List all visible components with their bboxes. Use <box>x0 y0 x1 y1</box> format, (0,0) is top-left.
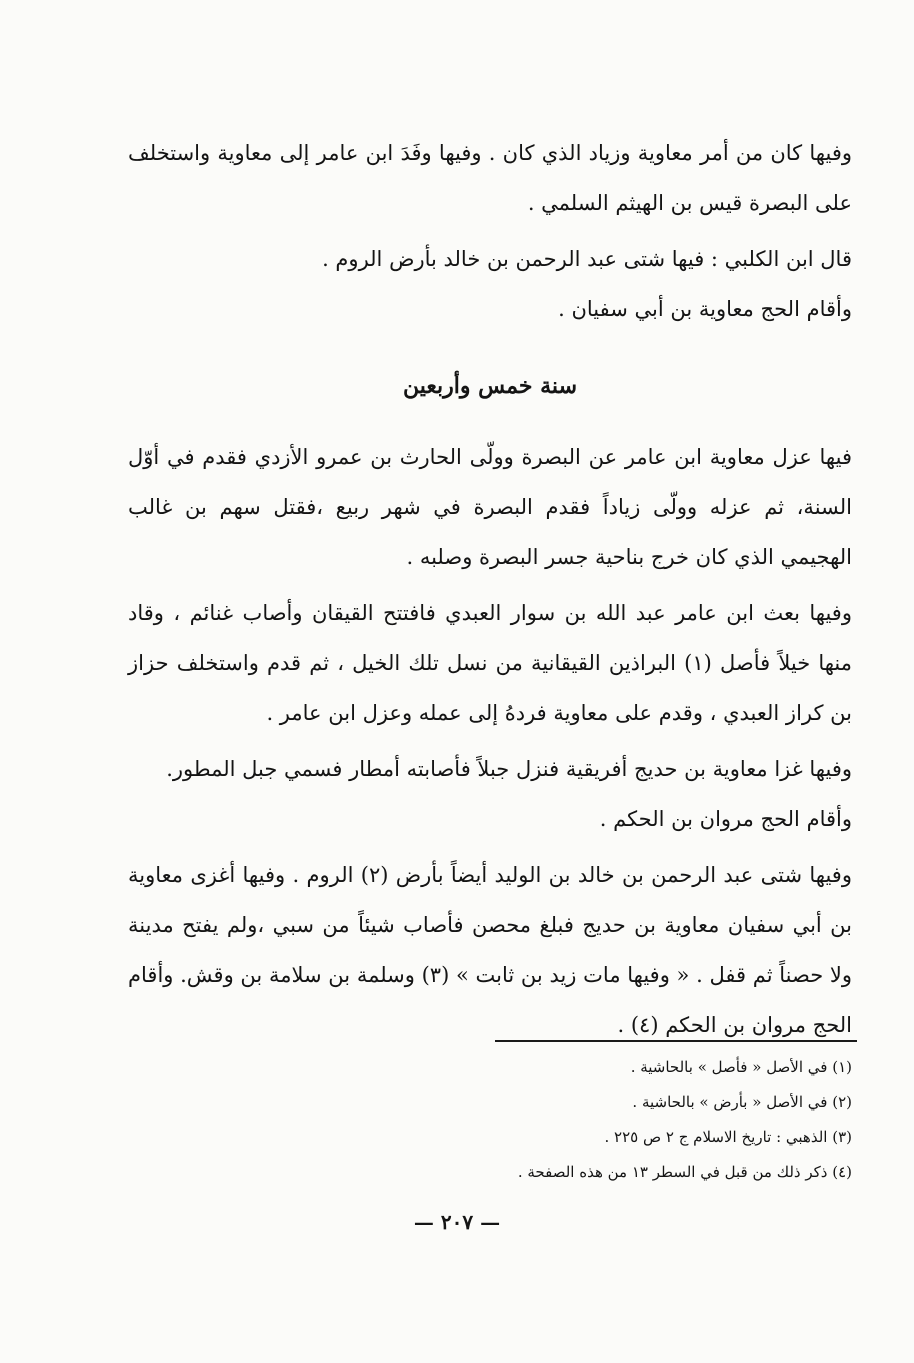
footnote-item: (٢) في الأصل « بأرض » بالحاشية . <box>632 1093 852 1111</box>
footnote-item: (٣) الذهبي : تاريخ الاسلام ج ٢ ص ٢٢٥ . <box>604 1128 852 1146</box>
main-section <box>128 432 852 1050</box>
line-kalbi-report: قال ابن الكلبي : فيها شتى عبد الرحمن بن خالد بأرض الروم . <box>322 247 852 271</box>
footnote-divider <box>495 1040 857 1042</box>
paragraph-qiqan-conquest: وفيها بعث ابن عامر عبد الله بن سوار العبدي فافتتح القيقان وأصاب غنائم ، وقاد منها خيلاً فأصل (١) البراذين القيقانية من نسل تلك الخيل ، ثم قدم واستخلف حزاز بن كراز العبدي ، وقدم على معاوية فردهُ إلى عمله وعزل ابن عامر . <box>128 601 852 725</box>
line-hajj-muawiya: وأقام الحج معاوية بن أبي سفيان . <box>558 297 852 321</box>
paragraph-basra-governor: فيها عزل معاوية ابن عامر عن البصرة وولّى الحارث بن عمرو الأزدي فقدم في أوّل السنة، ثم عزله وولّى زياداً فقدم البصرة في شهر ربيع ،فقتل سهم بن غالب الهجيمي الذي كان خرج بناحية جسر البصرة وصلبه . <box>128 445 852 569</box>
section-heading: سنة خمس وأربعين <box>402 373 578 399</box>
top-section <box>128 128 852 334</box>
footnote-item: (١) في الأصل « فأصل » بالحاشية . <box>630 1058 852 1076</box>
line-africa-campaign: وفيها غزا معاوية بن حديج أفريقية فنزل جبلاً فأصابته أمطار فسمي جبل المطور. <box>166 757 852 781</box>
paragraph-delegation: وفيها كان من أمر معاوية وزياد الذي كان . وفيها وفَدَ ابن عامر إلى معاوية واستخلف على البصرة قيس بن الهيثم السلمي . <box>128 141 852 215</box>
line-hajj-marwan: وأقام الحج مروان بن الحكم . <box>599 807 852 831</box>
page-number: — ٢٠٧ — <box>413 1210 501 1234</box>
footnote-item: (٤) ذكر ذلك من قبل في السطر ١٣ من هذه الصفحة . <box>517 1163 852 1181</box>
footnotes <box>400 1050 852 1190</box>
paragraph-winter-campaign: وفيها شتى عبد الرحمن بن خالد بن الوليد أيضاً بأرض (٢) الروم . وفيها أغزى معاوية بن أبي سفيان معاوية بن حديج فبلغ محصن فأصاب شيئاً من سبي ،ولم يفتح مدينة ولا حصناً ثم قفل . « وفيها مات زيد بن ثابت » (٣) وسلمة بن سلامة بن وقش. وأقام الحج مروان بن الحكم (٤) . <box>128 863 852 1037</box>
